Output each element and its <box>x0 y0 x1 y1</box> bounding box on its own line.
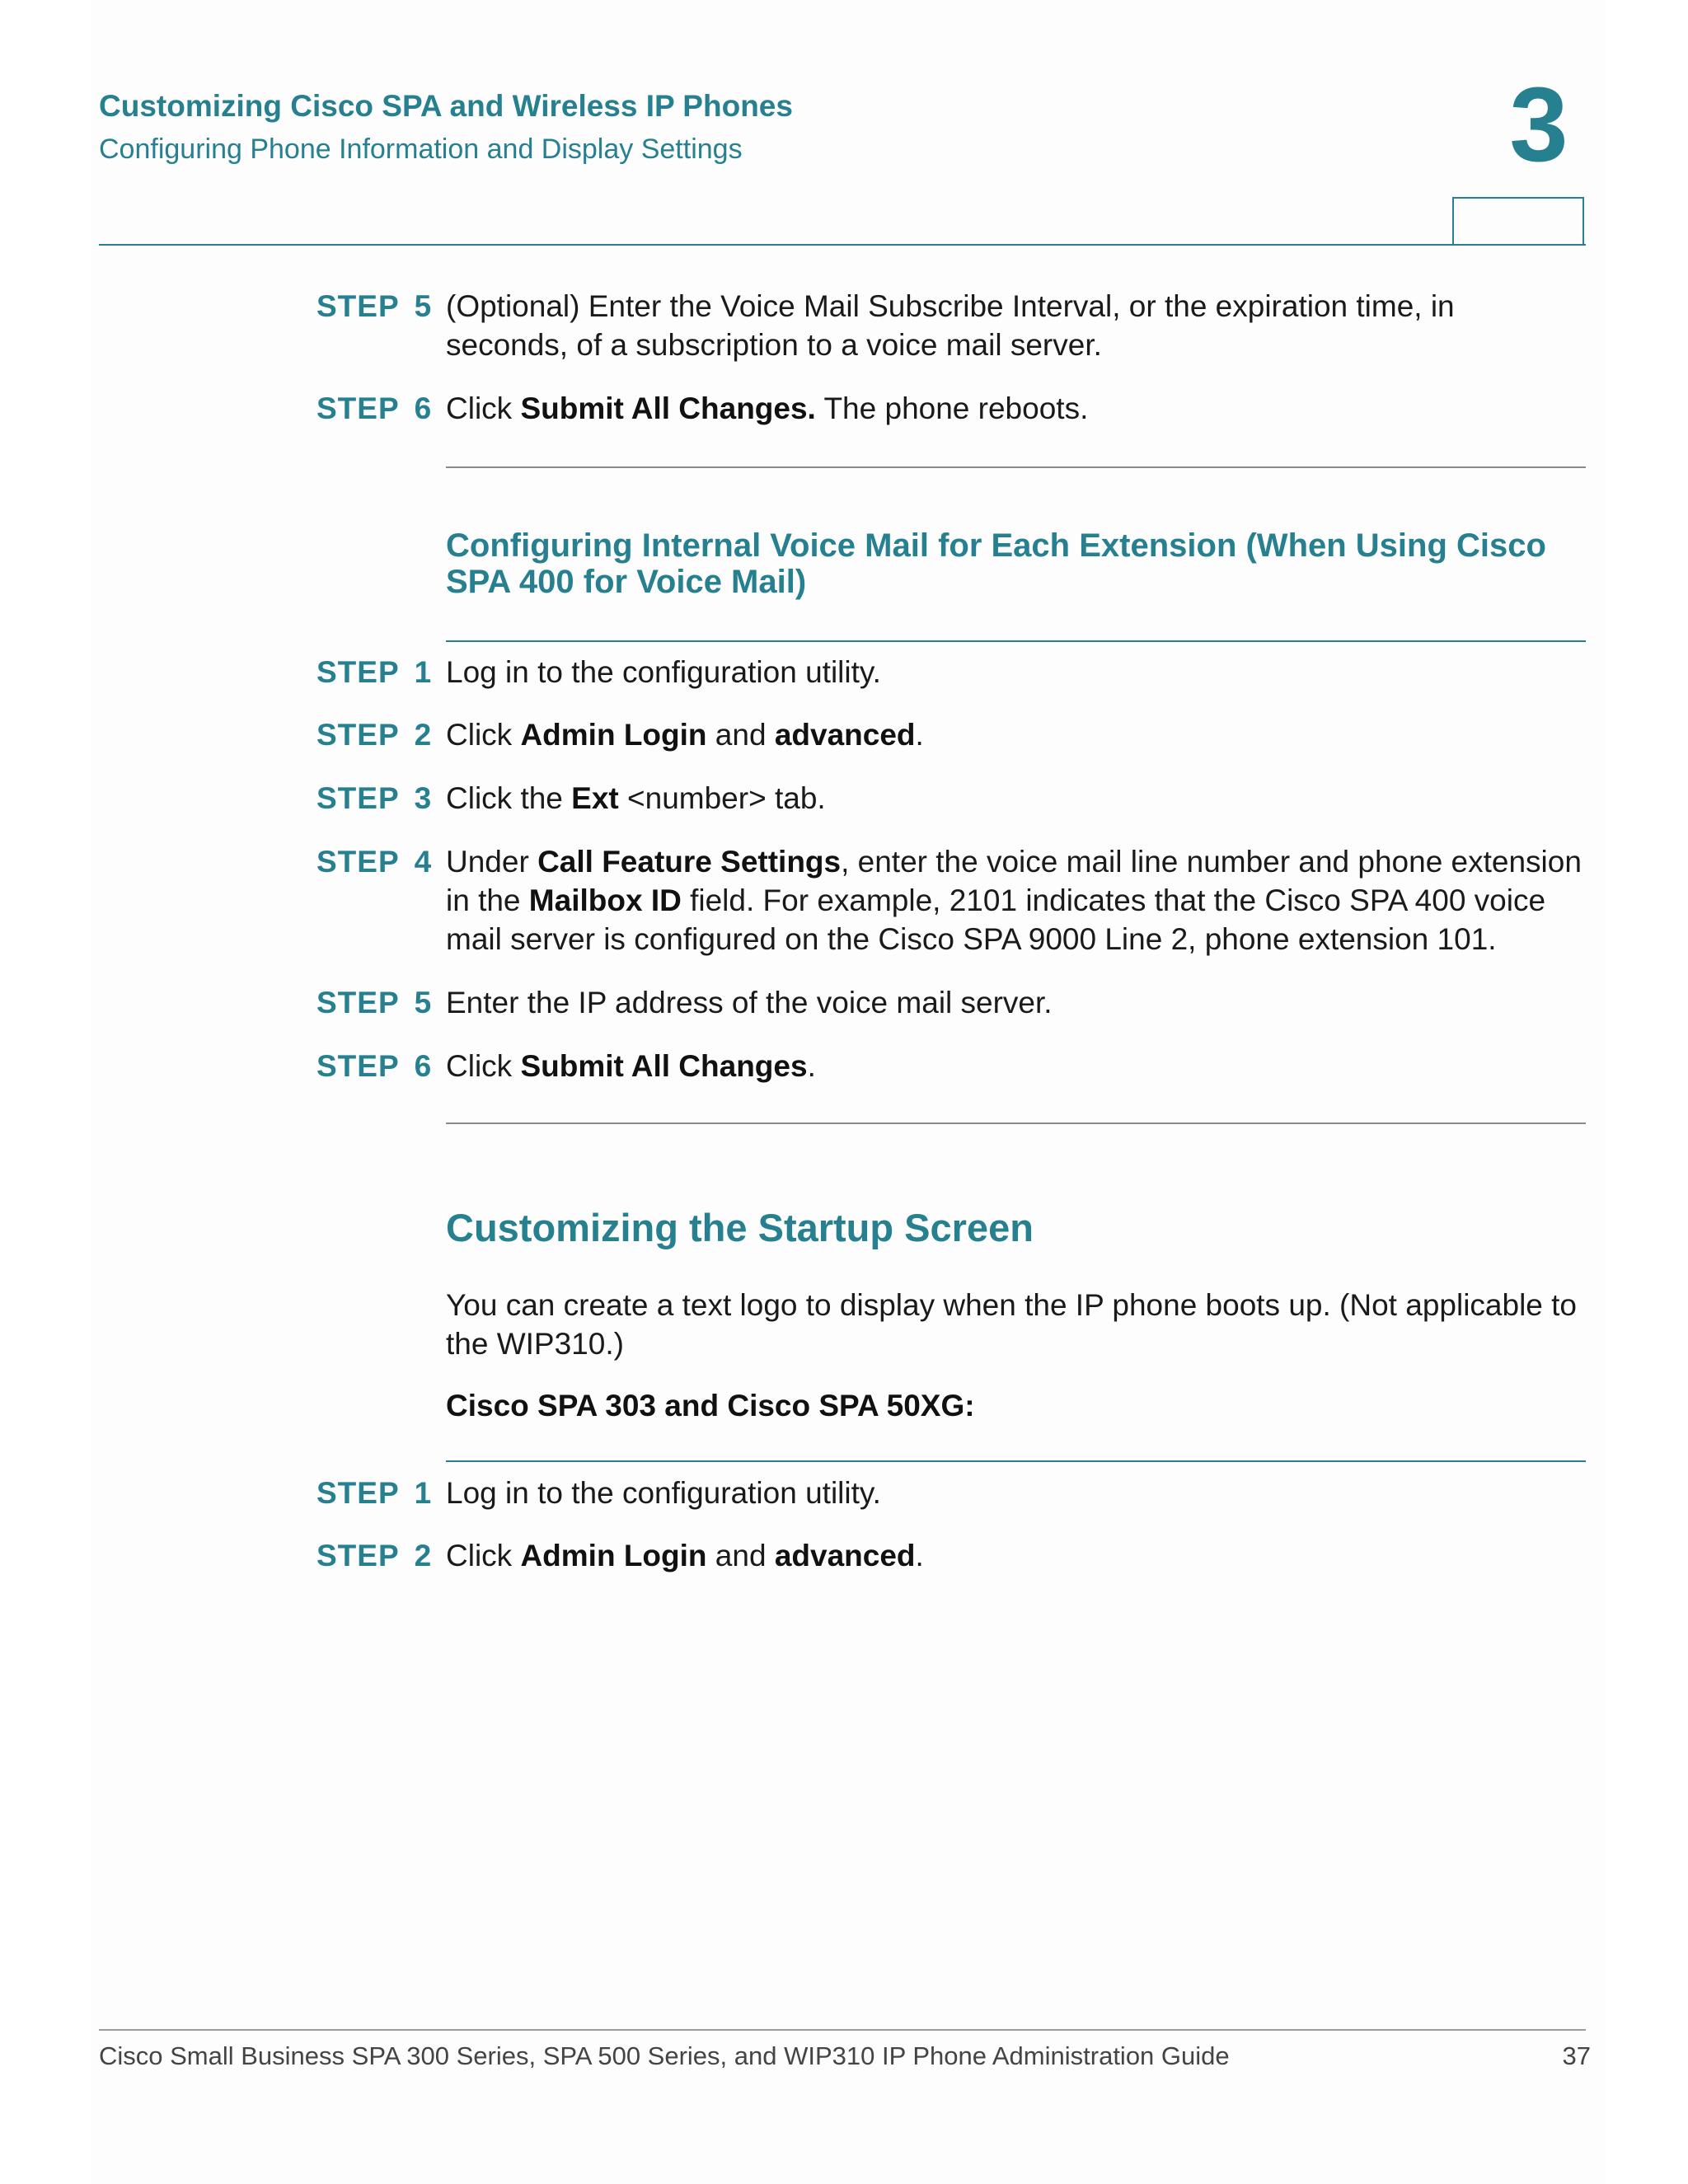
page-number: 37 <box>1562 2041 1591 2070</box>
chapter-number: 3 <box>1509 66 1568 184</box>
step-text: Click the Ext <number> tab. <box>446 781 826 815</box>
step-text: Click Submit All Changes. The phone reboots. <box>446 391 1089 425</box>
footer-text: Cisco Small Business SPA 300 Series, SPA 500 Series, and WIP310 IP Phone Administration Guide <box>99 2041 1230 2070</box>
section-heading: Customizing the Startup Screen <box>446 1206 1034 1249</box>
step-text: Log in to the configuration utility. <box>446 1476 881 1510</box>
chapter-box <box>1452 197 1584 245</box>
section-subtitle: Configuring Phone Information and Display Settings <box>99 134 743 165</box>
step-label: STEP 5 <box>316 986 433 1019</box>
chapter-title: Customizing Cisco SPA and Wireless IP Phones <box>99 89 793 123</box>
section-divider <box>446 466 1586 468</box>
step-text: (Optional) Enter the Voice Mail Subscribe Interval, or the expiration time, in seconds, of a subscription to a voice mail server. <box>446 289 1455 362</box>
step-label: STEP 6 <box>316 1049 433 1083</box>
section-intro: You can create a text logo to display when the IP phone boots up. (Not applicable to the WIP310.) <box>446 1288 1577 1361</box>
header-divider <box>99 244 1586 246</box>
step-text: Log in to the configuration utility. <box>446 655 881 689</box>
step-text: Enter the IP address of the voice mail server. <box>446 986 1053 1019</box>
step-text: Click Submit All Changes. <box>446 1049 816 1083</box>
step-text: Under Call Feature Settings, enter the voice mail line number and phone extension in the Mailbox ID field. For example, 2101 indicates that the Cisco SPA 400 voice mail server is configured on the Cisco SPA 9000 Line 2, phone extension 101. <box>446 845 1582 956</box>
step-text: Click Admin Login and advanced. <box>446 718 924 752</box>
step-label: STEP 1 <box>316 655 433 689</box>
section-heading-rule <box>446 640 1586 642</box>
section-divider <box>446 1122 1586 1124</box>
step-label: STEP 1 <box>316 1476 433 1510</box>
step-label: STEP 2 <box>316 1539 433 1572</box>
section-heading: Configuring Internal Voice Mail for Each Extension (When Using Cisco SPA 400 for Voice Mail) <box>446 527 1546 600</box>
step-label: STEP 3 <box>316 781 433 815</box>
step-label: STEP 2 <box>316 718 433 752</box>
step-label: STEP 5 <box>316 289 433 323</box>
step-label: STEP 6 <box>316 391 433 425</box>
step-label: STEP 4 <box>316 845 433 879</box>
subheading-rule <box>446 1460 1586 1462</box>
footer-divider <box>99 2029 1586 2031</box>
subheading: Cisco SPA 303 and Cisco SPA 50XG: <box>446 1389 975 1422</box>
step-text: Click Admin Login and advanced. <box>446 1539 924 1572</box>
